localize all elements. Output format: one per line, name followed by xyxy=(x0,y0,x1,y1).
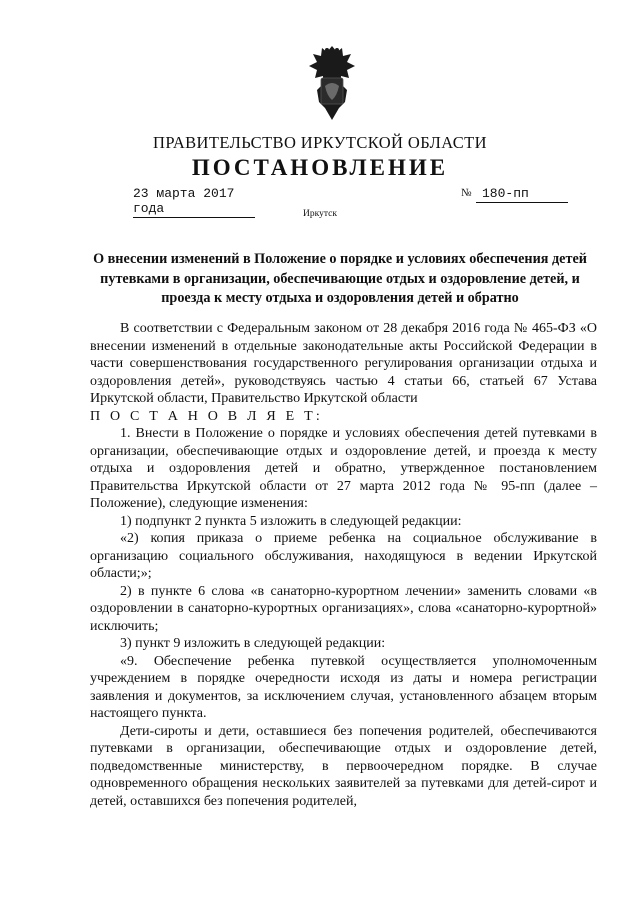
coat-of-arms-emblem xyxy=(301,44,363,126)
document-body xyxy=(90,320,597,810)
document-title: О внесении изменений в Положение о порядке и условиях обеспечения детей путевками в организации, обеспечивающие отдых и оздоровление детей, и проезда к месту отдыха и оздоровления детей и обратно xyxy=(93,251,587,306)
government-name: ПРАВИТЕЛЬСТВО ИРКУТСКОЙ ОБЛАСТИ xyxy=(153,133,487,152)
decree-word: П О С Т А Н О В Л Я Е Т: xyxy=(90,408,323,424)
document-date: 23 марта 2017 года xyxy=(133,186,255,218)
paragraph: 1. Внести в Положение о порядке и условиях обеспечения детей путевками в организации, обеспечивающие отдых и оздоровление детей, и проезда к месту отдыха и оздоровления детей и обратно, утвержденное постановлением Правительства Иркутской области от 27 марта 2012 года № 95-пп (далее – Положение), следующие изменения: xyxy=(90,426,597,511)
paragraph: «9. Обеспечение ребенка путевкой осуществляется уполномоченным учреждением в порядке очередности исходя из даты и номера регистрации заявления и документов, за исключением случая, установленного абзацем вторым настоящего пункта. xyxy=(90,653,597,721)
paragraph: Дети-сироты и дети, оставшиеся без попечения родителей, обеспечиваются путевками в организации, обеспечивающие отдых и оздоровление детей, подведомственные министерству, в первоочередном порядке. В случае одновременного обращения нескольких заявителей за путевками для детей-сирот и детей, оставшихся без попечения родителей, xyxy=(90,723,597,809)
paragraph: В соответствии с Федеральным законом от 28 декабря 2016 года № 465-ФЗ «О внесении изменений в отдельные законодательные акты Российской Федерации в части совершенствования государственного регулирования организации отдыха и оздоровления детей», руководствуясь частью 4 статьи 66, статьей 67 Устава Иркутской области, Правительство Иркутской области xyxy=(90,321,597,406)
city: Иркутск xyxy=(303,209,337,219)
paragraph: 1) подпункт 2 пункта 5 изложить в следующей редакции: xyxy=(120,513,462,529)
document-number: 180-пп xyxy=(476,186,568,203)
paragraph: 2) в пункте 6 слова «в санаторно-курортном лечении» заменить словами «в оздоровлении в санаторно-курортных организациях», слова «санаторно-курортной» исключить; xyxy=(90,583,597,634)
number-sign: № xyxy=(461,187,472,199)
document-type: ПОСТАНОВЛЕНИЕ xyxy=(191,155,449,180)
paragraph: 3) пункт 9 изложить в следующей редакции: xyxy=(120,636,386,651)
paragraph: «2) копия приказа о приеме ребенка на социальное обслуживание в организацию социального обслуживания, находящуюся в ведении Иркутской области;»; xyxy=(90,531,597,581)
